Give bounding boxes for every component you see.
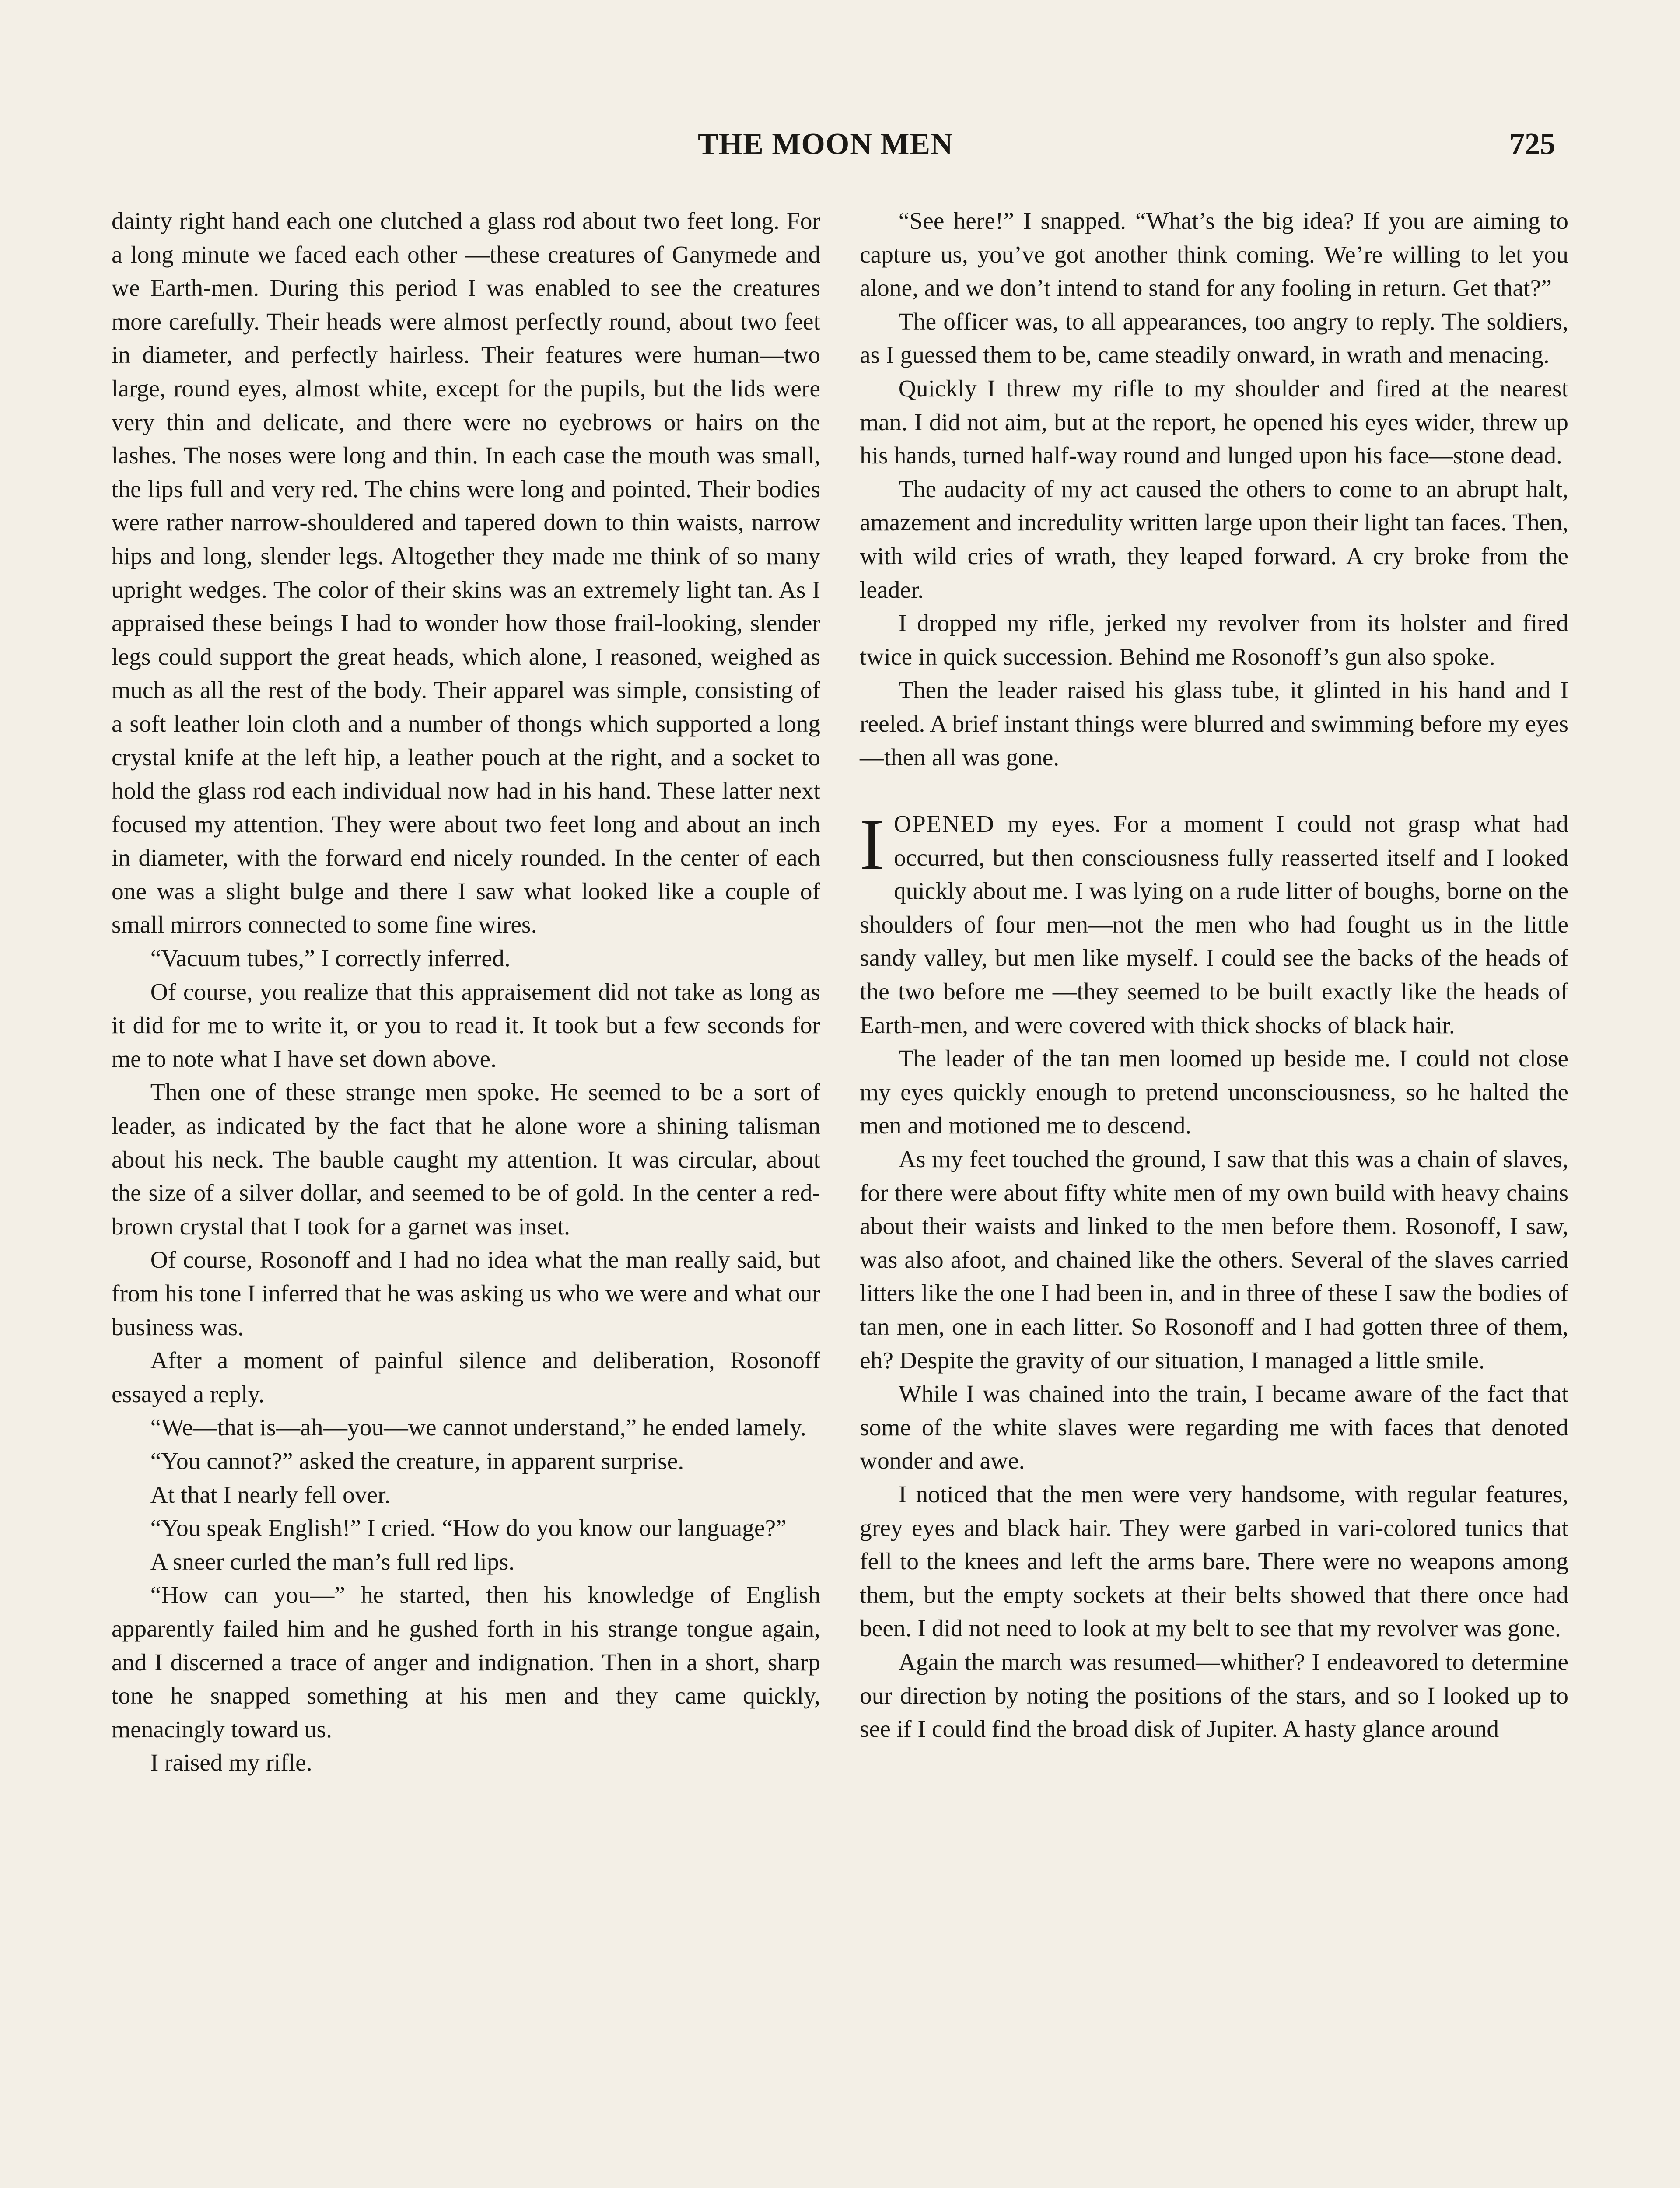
paragraph: The leader of the tan men loomed up beside me. I could not close my eyes quickly enough to pretend unconsciousness, so he halted the men and motioned me to descend. (860, 1045, 1568, 1140)
paragraph: “We—that is—ah—you—we cannot understand,” he ended lamely. (150, 1414, 807, 1441)
paragraph: I raised my rifle. (150, 1750, 312, 1777)
paragraph: Again the march was resumed—whither? I endeavored to determine our direction by noting the positions of the stars, and so I looked up to see if I could find the broad disk of Jupiter. A hasty glance around (860, 1648, 1568, 1743)
paragraph: I dropped my rifle, jerked my revolver from its holster and fired twice in quick succession. Behind me Rosonoff’s gun also spoke. (860, 610, 1568, 670)
paragraph: Quickly I threw my rifle to my shoulder and fired at the nearest man. I did not aim, but at the report, he opened his eyes wider, threw up his hands, turned half-way round and lunged upon his face—stone dead. (860, 375, 1568, 470)
paragraph: “You speak English!” I cried. “How do you know our language?” (150, 1515, 787, 1542)
paragraph: “See here!” I snapped. “What’s the big idea? If you are aiming to capture us, you’ve got another think coming. We’re willing to let you alone, and we don’t intend to stand for any fooling in return. Get that?” (860, 208, 1568, 302)
section-break (860, 775, 1568, 808)
lead-in-caps: OPENED (893, 811, 995, 838)
running-title: THE MOON MEN (698, 127, 953, 161)
paragraph: A sneer curled the man’s full red lips. (150, 1548, 515, 1575)
page-number: 725 (1509, 127, 1555, 161)
paragraph: Then the leader raised his glass tube, it glinted in his hand and I reeled. A brief instant things were blurred and swimming before my eyes—then all was gone. (860, 677, 1568, 771)
paragraph: At that I nearly fell over. (150, 1481, 391, 1508)
drop-cap: I (860, 804, 884, 886)
paragraph: “How can you—” he started, then his knowledge of English apparently failed him and he gushed forth in his strange tongue again, and I discerned a trace of anger and indignation. Then in a short, sharp tone he snapped something at his men and they came quickly, menacingly toward us. (112, 1582, 820, 1743)
paragraph: Then one of these strange men spoke. He seemed to be a sort of leader, as indicated by the fact that he alone wore a shining talisman about his neck. The bauble caught my attention. It was circular, about the size of a silver dollar, and seemed to be of gold. In the center a red-brown crystal that I took for a garnet was inset. (112, 1079, 820, 1240)
paragraph: The officer was, to all appearances, too angry to reply. The soldiers, as I guessed them to be, came steadily onward, in wrath and menacing. (860, 308, 1568, 369)
paragraph: “Vacuum tubes,” I correctly inferred. (150, 945, 511, 972)
paragraph: Of course, you realize that this appraisement did not take as long as it did for me to write it, or you to read it. It took but a few seconds for me to note what I have set down above. (112, 978, 820, 1073)
paragraph: I noticed that the men were very handsome, with regular features, grey eyes and black hair. They were garbed in vari-colored tunics that fell to the knees and left the arms bare. There were no weapons among them, but the empty sockets at their belts showed that there once had been. I did not need to look at my belt to see that my revolver was gone. (860, 1481, 1568, 1642)
left-column (112, 205, 820, 1780)
section-opening-text: my eyes. For a moment I could not grasp what had occurred, but then consciousness fully reasserted itself and I looked quickly about me. I was lying on a rude litter of boughs, borne on the shoulders of four men—not the men who had fought us in the little sandy valley, but men like myself. I could see the backs of the heads of the two before me —they seemed to be built exactly like the heads of Earth-men, and were covered with thick shocks of black hair. (860, 811, 1568, 1039)
paragraph: Of course, Rosonoff and I had no idea what the man really said, but from his tone I inferred that he was asking us who we were and what our business was. (112, 1247, 820, 1341)
paragraph: As my feet touched the ground, I saw that this was a chain of slaves, for there were about fifty white men of my own build with heavy chains about their waists and linked to the men before them. Rosonoff, I saw, was also afoot, and chained like the others. Several of the slaves carried litters like the one I had been in, and in three of these I saw the bodies of tan men, one in each litter. So Rosonoff and I had gotten three of them, eh? Despite the gravity of our situation, I managed a little smile. (860, 1146, 1568, 1374)
paragraph: While I was chained into the train, I became aware of the fact that some of the white slaves were regarding me with faces that denoted wonder and awe. (860, 1381, 1568, 1475)
right-column (860, 205, 1568, 1746)
section-opening-paragraph (860, 804, 1568, 1042)
paragraph: “You cannot?” asked the creature, in apparent surprise. (150, 1448, 684, 1475)
page-header (0, 127, 1680, 171)
paragraph: The audacity of my act caused the others to come to an abrupt halt, amazement and incredulity written large upon their light tan faces. Then, with wild cries of wrath, they leaped forward. A cry broke from the leader. (860, 476, 1568, 603)
paragraph: dainty right hand each one clutched a glass rod about two feet long. For a long minute we faced each other —these creatures of Ganymede and we Earth-men. During this period I was enabled to see the creatures more carefully. Their heads were almost perfectly round, about two feet in diameter, and perfectly hairless. Their features were human—two large, round eyes, almost white, except for the pupils, but the lids were very thin and delicate, and there were no eyebrows or hairs on the lashes. The noses were long and thin. In each case the mouth was small, the lips full and very red. The chins were long and pointed. Their bodies were rather narrow-shouldered and tapered down to thin waists, narrow hips and long, slender legs. Altogether they made me think of so many upright wedges. The color of their skins was an extremely light tan. As I appraised these beings I had to wonder how those frail-looking, slender legs could support the great heads, which alone, I reasoned, weighed as much as all the rest of the body. Their apparel was simple, consisting of a soft leather loin cloth and a number of thongs which supported a long crystal knife at the left hip, a leather pouch at the right, and a socket to hold the glass rod each individual now had in his hand. These latter next focused my attention. They were about two feet long and about an inch in diameter, with the forward end nicely rounded. In the center of each one was a slight bulge and there I saw what looked like a couple of small mirrors connected to some fine wires. (112, 208, 820, 939)
paragraph: After a moment of painful silence and deliberation, Rosonoff essayed a reply. (112, 1347, 820, 1408)
